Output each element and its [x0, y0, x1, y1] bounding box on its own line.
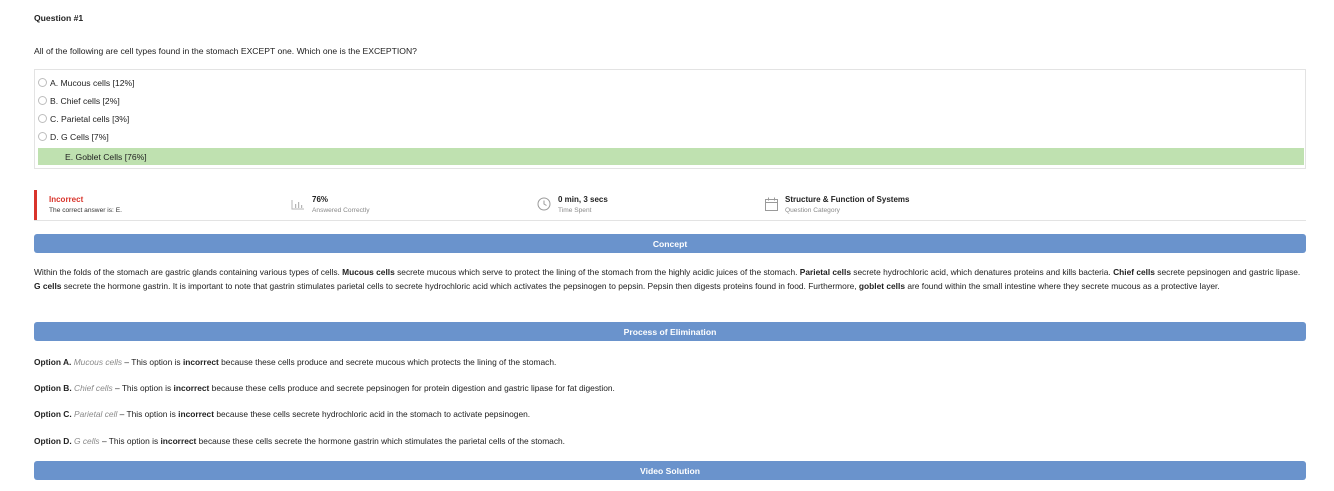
category-value: Structure & Function of Systems	[785, 195, 910, 204]
result-status	[49, 195, 122, 214]
concept-text-part: are found within the small intestine where they secrete mucous as a protective layer.	[905, 280, 1220, 291]
concept-term: Chief cells	[1113, 267, 1155, 277]
elim-text: because these cells secrete hydrochloric acid in the stomach to activate pepsinogen.	[214, 409, 531, 419]
option-label: C. Parietal cells [3%]	[50, 113, 130, 124]
concept-text-part: secrete pepsinogen and gastric lipase.	[1154, 267, 1301, 277]
option-label: D. G Cells [7%]	[50, 131, 109, 142]
option-b[interactable]	[38, 92, 120, 109]
elim-text: – This option is	[117, 409, 179, 419]
clock-icon	[537, 197, 551, 211]
option-c[interactable]	[38, 110, 129, 127]
elim-text: – This option is	[122, 357, 183, 367]
option-a[interactable]	[38, 74, 135, 91]
incorrect-indicator	[34, 190, 37, 220]
bar-chart-icon	[291, 199, 305, 210]
option-tag: Option C.	[34, 409, 72, 419]
verdict: incorrect	[173, 383, 210, 393]
elimination-item-a	[34, 357, 556, 367]
time-value: 0 min, 3 secs	[558, 195, 608, 204]
radio-icon[interactable]	[38, 96, 47, 105]
percent-label: Answered Correctly	[312, 207, 370, 214]
result-stats	[34, 190, 1306, 221]
option-name: G cells	[74, 436, 100, 446]
elimination-header[interactable]: Process of Elimination	[34, 322, 1306, 341]
concept-text-part: secrete hydrochloric acid, which denatures proteins and kills bacteria.	[850, 267, 1114, 277]
elimination-item-d	[34, 436, 565, 446]
radio-icon[interactable]	[38, 132, 47, 141]
time-spent	[558, 195, 608, 214]
answer-options	[34, 69, 1306, 169]
question-title: Question #1	[34, 13, 84, 23]
verdict: incorrect	[178, 409, 214, 419]
elim-text: because these cells secrete the hormone gastrin which stimulates the parietal cells of the stomach.	[196, 436, 566, 446]
concept-term: Mucous cells	[342, 267, 395, 277]
option-label: E. Goblet Cells [76%]	[65, 151, 147, 162]
option-d[interactable]	[38, 128, 109, 145]
option-name: Mucous cells	[73, 357, 123, 367]
category-label: Question Category	[785, 207, 840, 214]
concept-header[interactable]: Concept	[34, 234, 1306, 253]
option-tag: Option B.	[34, 383, 72, 393]
elimination-item-b	[34, 383, 615, 393]
verdict: incorrect	[160, 436, 197, 446]
option-name: Parietal cell	[74, 409, 118, 419]
question-category	[785, 195, 909, 214]
correct-answer-text: The correct answer is: E.	[49, 207, 122, 214]
percent-value: 76%	[312, 195, 329, 204]
concept-term: Parietal cells	[799, 267, 851, 277]
elim-text: because these cells produce and secrete pepsinogen for protein digestion and gastric lipase for fat digestion.	[209, 383, 615, 393]
concept-term: goblet cells	[858, 280, 905, 291]
concept-term: G cells	[34, 280, 62, 291]
radio-icon[interactable]	[38, 114, 47, 123]
result-label: Incorrect	[49, 195, 84, 204]
elimination-item-c	[34, 409, 530, 419]
time-label: Time Spent	[558, 207, 592, 214]
option-label: A. Mucous cells [12%]	[50, 77, 135, 88]
concept-text-part: secrete mucous which serve to protect the lining of the stomach from the highly acidic juices of the stomach.	[394, 267, 800, 277]
option-tag: Option D.	[34, 436, 72, 446]
radio-icon[interactable]	[38, 78, 47, 87]
question-text: All of the following are cell types found in the stomach EXCEPT one. Which one is the EXCEPTION?	[34, 46, 417, 56]
option-tag: Option A.	[34, 357, 72, 367]
elim-text: – This option is	[99, 436, 161, 446]
verdict: incorrect	[182, 357, 219, 367]
concept-text	[34, 266, 1306, 293]
video-solution-header[interactable]: Video Solution	[34, 461, 1306, 480]
elim-text: because these cells produce and secrete mucous which protects the lining of the stomach.	[218, 357, 557, 367]
option-label: B. Chief cells [2%]	[50, 95, 120, 106]
option-e-correct[interactable]	[38, 148, 1304, 165]
concept-text-part: Within the folds of the stomach are gastric glands containing various types of cells.	[34, 267, 343, 277]
concept-text-part: secrete the hormone gastrin. It is important to note that gastrin stimulates parietal cells to secrete hydrochloric acid which activates the pepsinogen to pepsin. Pepsin then digests proteins found in food. Furthermore,	[61, 280, 859, 291]
option-name: Chief cells	[74, 383, 113, 393]
calendar-icon	[765, 197, 778, 211]
elim-text: – This option is	[112, 383, 174, 393]
percent-correct	[312, 195, 370, 214]
